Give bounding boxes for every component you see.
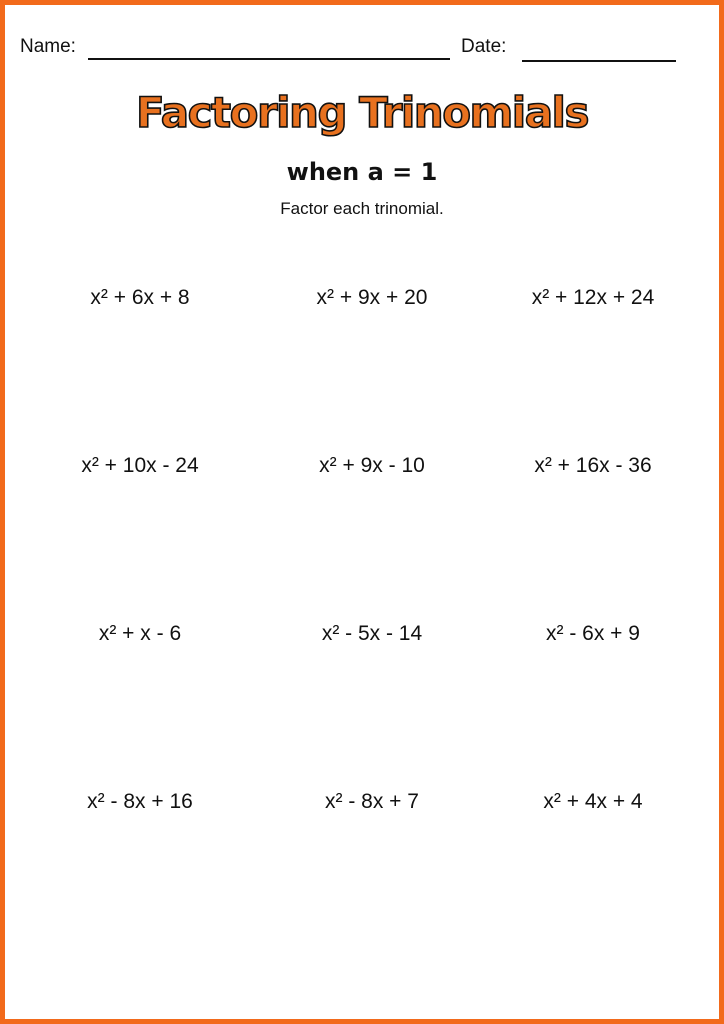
- problem-12: x² + 4x + 4: [543, 790, 643, 813]
- date-line[interactable]: [522, 36, 676, 62]
- problem-3: x² + 12x + 24: [531, 286, 655, 309]
- problem-9: x² - 6x + 9: [546, 622, 640, 645]
- name-line[interactable]: [88, 36, 450, 60]
- problem-1: x² + 6x + 8: [90, 286, 190, 309]
- problem-7: x² + x - 6: [98, 622, 182, 645]
- problem-5: x² + 9x - 10: [319, 454, 425, 477]
- problem-4: x² + 10x - 24: [81, 454, 199, 477]
- name-label: Name:: [20, 36, 76, 57]
- worksheet-title: Factoring Trinomials: [136, 88, 588, 137]
- instructions: Factor each trinomial.: [280, 199, 444, 218]
- problem-10: x² - 8x + 16: [87, 790, 193, 813]
- problem-2: x² + 9x + 20: [316, 286, 428, 309]
- problem-6: x² + 16x - 36: [534, 454, 652, 477]
- problem-8: x² - 5x - 14: [321, 622, 423, 645]
- worksheet-subtitle: when a = 1: [286, 158, 438, 186]
- date-label: Date:: [461, 36, 507, 57]
- problem-11: x² - 8x + 7: [325, 790, 419, 813]
